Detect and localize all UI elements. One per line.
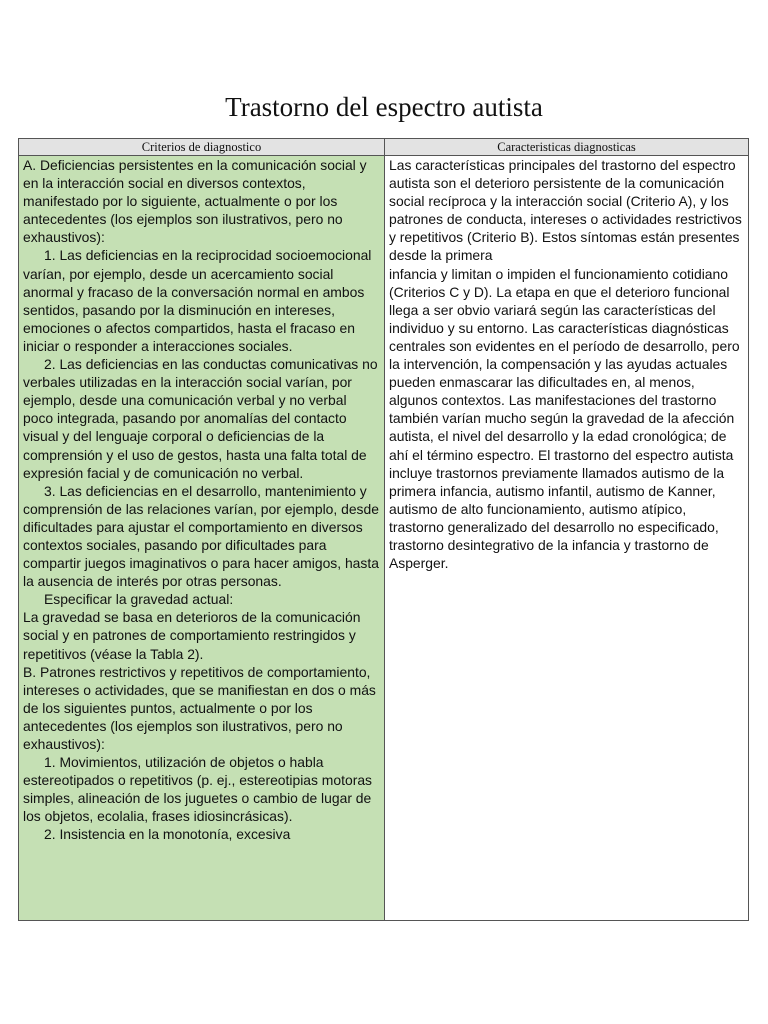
header-diagnostic-features: Caracteristicas diagnosticas (385, 139, 749, 156)
table-body-row (19, 156, 749, 921)
criterion-b1-paragraph: 1. Movimientos, utilización de objetos o habla estereotipados o repetitivos (p. ej., estereotipias motoras simples, alineación de los juguetes o cambio de lugar de los objetos, ecolalia, frases idiosincrásicas). (23, 754, 372, 825)
severity-specifier-label: Especificar la gravedad actual: (44, 591, 234, 608)
criterion-a3-paragraph: 3. Las deficiencias en el desarrollo, mantenimiento y comprensión de las relaciones varían, por ejemplo, desde dificultades para ajustar el comportamiento en diversos contextos sociales, pasando por dificultades para compartir juegos imaginativos o para hacer amigos, hasta la ausencia de interés por otras personas. (23, 482, 379, 590)
features-paragraph-2: infancia y limitan o impiden el funcionamiento cotidiano (Criterios C y D). La etapa en que el deterioro funcional llega a ser obvio variará según las características del individuo y su entorno. Las características diagnósticas centrales son evidentes en el período de desarrollo, pero la intervención, la compensación y las ayudas actuales pueden enmascarar las dificultades en, al menos, algunos contextos. Las manifestaciones del trastorno también varían mucho según la gravedad de la afección autista, el nivel del desarrollo y la edad cronológica; de ahí el término espectro. El trastorno del espectro autista incluye trastornos previamente llamados autismo de la primera infancia, autismo infantil, autismo de Kanner, autismo de alto funcionamiento, autismo atípico, trastorno generalizado del desarrollo no especificado, trastorno desintegrativo de la infancia y trastorno de Asperger. (389, 265, 740, 572)
features-column (385, 156, 749, 921)
criterion-b-paragraph: B. Patrones restrictivos y repetitivos de comportamiento, intereses o actividades, que se manifiestan en dos o más de los siguientes puntos, actualmente o por los antecedentes (los ejemplos son ilustrativos, pero no exhaustivos): (23, 663, 376, 752)
criteria-table (18, 138, 749, 921)
criterion-a1-paragraph: 1. Las deficiencias en la reciprocidad socioemocional varían, por ejemplo, desde un acercamiento social anormal y fracaso de la conversación normal en ambos sentidos, pasando por la disminución en intereses, emociones o afectos compartidos, hasta el fracaso en iniciar o responder a interacciones sociales. (23, 247, 372, 354)
criteria-column (19, 156, 385, 921)
table-header-row (19, 139, 749, 156)
document-title: Trastorno del espectro autista (225, 92, 543, 122)
criterion-a-paragraph: A. Deficiencias persistentes en la comunicación social y en la interacción social en diversos contextos, manifestado por lo siguiente, actualmente o por los antecedentes (los ejemplos son ilustrativos, pero no exhaustivos): (23, 157, 367, 246)
criterion-a2-paragraph: 2. Las deficiencias en las conductas comunicativas no verbales utilizadas en la interacción social varían, por ejemplo, desde una comunicación verbal y no verbal poco integrada, pasando por anomalías del contacto visual y del lenguaje corporal o deficiencias de la comprensión y el uso de gestos, hasta una falta total de expresión facial y de comunicación no verbal. (23, 356, 378, 481)
features-paragraph-1: Las características principales del trastorno del espectro autista son el deterioro persistente de la comunicación social recíproca y la interacción social (Criterio A), y los patrones de conducta, intereses o actividades restrictivos y repetitivos (Criterio B). Estos síntomas están presentes desde la primera (389, 157, 742, 264)
header-diagnostic-criteria: Criterios de diagnostico (19, 139, 385, 156)
criterion-b2-paragraph: 2. Insistencia en la monotonía, excesiva (44, 826, 291, 843)
severity-note-paragraph: La gravedad se basa en deterioros de la comunicación social y en patrones de comportamiento restringidos y repetitivos (véase la Tabla 2). (23, 609, 361, 662)
